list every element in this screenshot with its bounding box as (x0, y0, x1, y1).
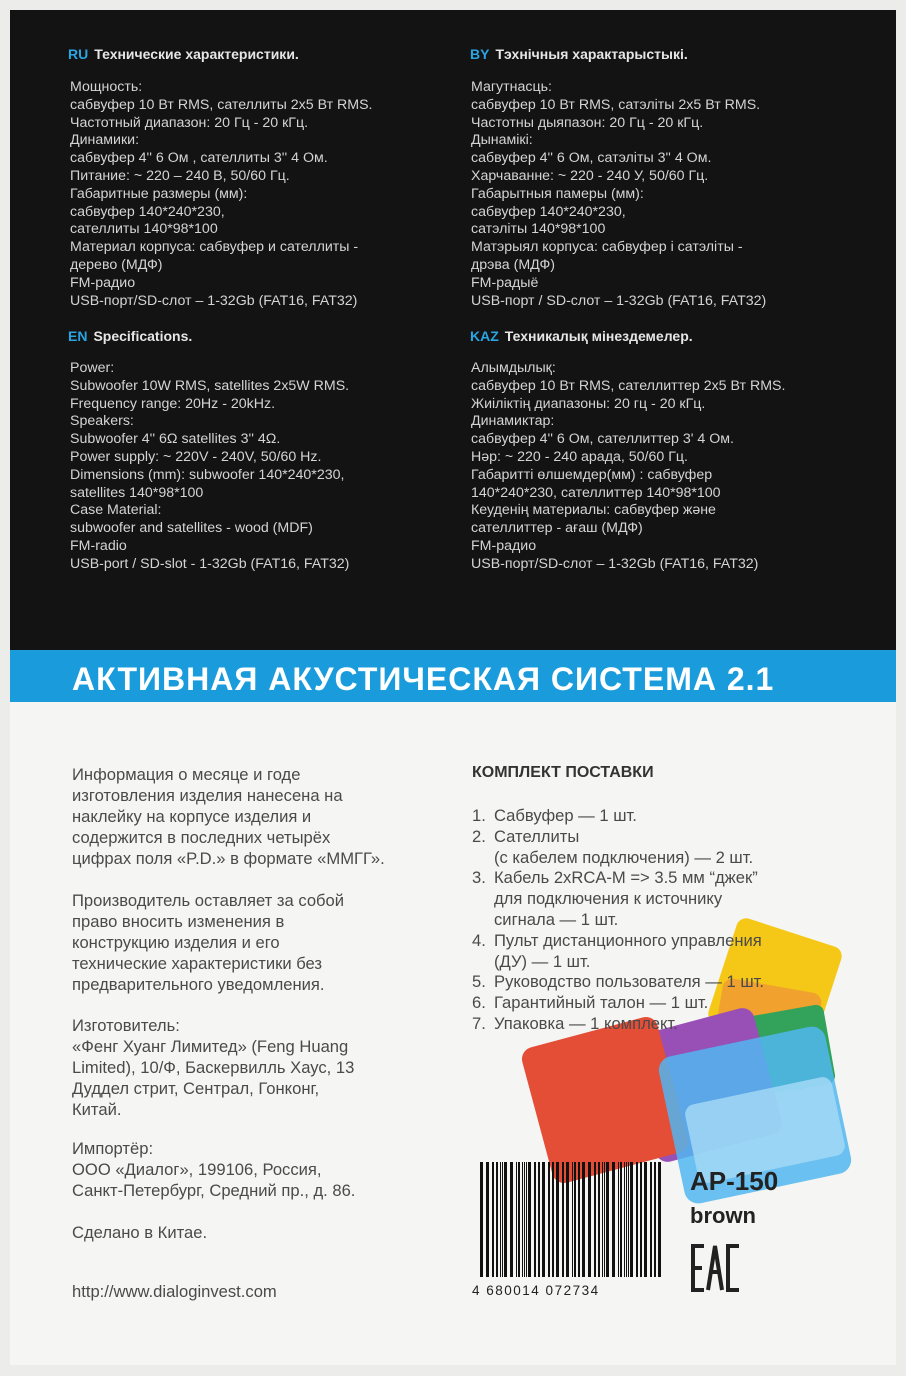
spec-line: дерево (МДФ) (70, 256, 163, 273)
package-back (10, 10, 896, 1365)
barcode-bar (526, 1162, 527, 1277)
text-line: изготовления изделия нанесена на (72, 786, 343, 805)
model-color: brown (690, 1203, 756, 1228)
spec-line: USB-порт / SD-слот – 1-32Gb (FAT16, FAT32) (471, 292, 767, 309)
spec-line: Power: (70, 360, 115, 376)
spec-line: сателлиттер - ағаш (МДФ) (471, 520, 643, 537)
spec-line: Динамиктар: (471, 413, 555, 430)
barcode-bar (510, 1162, 513, 1277)
text-line: право вносить изменения в (72, 912, 285, 931)
barcode-number: 4 680014 072734 (472, 1283, 600, 1298)
kit-item-number: 5. (472, 972, 486, 992)
barcode-bar (548, 1162, 550, 1277)
text-line: Дуддел стрит, Сентрал, Гонконг, (72, 1079, 320, 1098)
barcode-bar (480, 1162, 483, 1277)
text-line: предварительного уведомления. (72, 975, 325, 994)
spec-line: FM-радио (471, 537, 537, 554)
barcode-bar (612, 1162, 615, 1277)
spec-line: Subwoofer 4'' 6Ω satellites 3'' 4Ω. (70, 431, 281, 448)
spec-line: Габаритные размеры (мм): (70, 185, 248, 202)
spec-line: сатэліты 140*98*100 (471, 221, 606, 238)
barcode-bar (552, 1162, 554, 1277)
spec-line: сабвуфер 10 Вт RMS, сателлиттер 2х5 Вт RMS. (471, 377, 786, 394)
spec-line: Speakers: (70, 413, 134, 430)
importer-paragraph (72, 1138, 355, 1201)
spec-line: USB-port / SD-slot - 1-32Gb (FAT16, FAT32) (70, 555, 350, 572)
barcode-bar (604, 1162, 605, 1277)
spec-line: Кеуденің материалы: сабвуфер және (471, 502, 716, 519)
text-line: наклейку на корпусе изделия и (72, 807, 312, 826)
spec-line: FM-radio (70, 537, 127, 554)
spec-header-by: BY Тэхнічныя характарыстыкі. (470, 46, 688, 62)
spec-line: FM-радыё (471, 274, 539, 291)
barcode-bar (630, 1162, 633, 1277)
barcode-bar (528, 1162, 531, 1277)
kit-item (472, 889, 764, 910)
barcode-bar (500, 1162, 501, 1277)
spec-line: Частотны дыяпазон: 20 Гц - 20 кГц. (471, 114, 704, 131)
kit-item (472, 868, 764, 889)
barcode-bar (572, 1162, 573, 1277)
text-line: конструкцию изделия и его (72, 933, 280, 952)
spec-line: 140*240*230, сателлиттер 140*98*100 (471, 484, 721, 501)
spec-header-en: EN Specifications. (68, 328, 193, 344)
kit-item-text: Упаковка — 1 комплект. (494, 1013, 678, 1033)
model-name: AP-150 (690, 1166, 779, 1196)
eac-mark-icon (690, 1242, 742, 1294)
kit-item-text: Сабвуфер — 1 шт. (494, 806, 637, 825)
barcode-bar (650, 1162, 652, 1277)
kit-item-text: Кабель 2xRCA-M => 3.5 мм “джек” (494, 868, 758, 888)
barcode-bar (542, 1162, 545, 1277)
barcode-bar (562, 1162, 564, 1277)
spec-lines-kaz (471, 360, 785, 574)
changes-notice-paragraph (72, 890, 344, 995)
spec-line: USB-порт/SD-слот – 1-32Gb (FAT16, FAT32) (471, 555, 759, 572)
website-url: http://www.dialoginvest.com (72, 1282, 277, 1301)
kit-item (472, 827, 764, 848)
barcode-bar (582, 1162, 585, 1277)
spec-line: Частотный диапазон: 20 Гц - 20 кГц. (70, 114, 309, 131)
kit-item (472, 952, 764, 973)
kit-item (472, 972, 764, 993)
kit-item-number: 6. (472, 993, 486, 1013)
kit-item (472, 931, 764, 952)
kit-item-number: 3. (472, 868, 486, 888)
barcode-bar (556, 1162, 559, 1277)
text-line: Производитель оставляет за собой (72, 891, 345, 910)
kit-item-text: (с кабелем подключения) — 2 шт. (494, 847, 754, 867)
kit-list (472, 806, 764, 1035)
manufacturer-paragraph (72, 1015, 354, 1120)
text-line: Китай. (72, 1100, 122, 1119)
spec-header-kaz: KAZ Техникалық мінездемелер. (470, 328, 693, 344)
kit-title: КОМПЛЕКТ ПОСТАВКИ (472, 764, 654, 781)
spec-line: Дынамікі: (471, 132, 533, 149)
spec-line: сабвуфер 140*240*230, (471, 203, 626, 220)
barcode-bar (516, 1162, 517, 1277)
spec-line: Нәр: ~ 220 - 240 арада, 50/60 Гц. (471, 448, 688, 465)
text-line: Санкт-Петербург, Средний пр., д. 86. (72, 1181, 356, 1200)
barcode-bar (486, 1162, 489, 1277)
made-in-text: Сделано в Китае. (72, 1223, 208, 1242)
spec-line: Динамики: (70, 132, 140, 149)
barcode-bar (640, 1162, 642, 1277)
barcode (478, 1162, 668, 1280)
kit-item (472, 910, 764, 931)
text-line: цифрах поля «P.D.» в формате «ММГГ». (72, 849, 385, 868)
text-line: Limited), 10/Ф, Баскервилль Хаус, 13 (72, 1058, 355, 1077)
barcode-bar (658, 1162, 661, 1277)
kit-item-text: сигнала — 1 шт. (494, 909, 619, 929)
spec-line: Power supply: ~ 220V - 240V, 50/60 Hz. (70, 448, 322, 465)
barcode-bar (620, 1162, 622, 1277)
barcode-bar (522, 1162, 523, 1277)
spec-line: Материал корпуса: сабвуфер и сателлиты - (70, 239, 359, 256)
barcode-bar (578, 1162, 580, 1277)
spec-lines-ru (70, 79, 373, 310)
kit-item-text: Сателлиты (494, 826, 580, 846)
spec-line: Питание: ~ 220 – 240 В, 50/60 Гц. (70, 167, 290, 184)
spec-line: сателлиты 140*98*100 (70, 221, 218, 238)
spec-line: сабвуфер 4'' 6 Ом, сатэліты 3'' 4 Ом. (471, 150, 712, 167)
barcode-bar (574, 1162, 576, 1277)
kit-item-text: Руководство пользователя — 1 шт. (494, 972, 764, 992)
spec-line: Dimensions (mm): subwoofer 140*240*230, (70, 466, 345, 483)
kit-item-number: 2. (472, 826, 486, 846)
spec-line: сабвуфер 10 Вт RMS, сатэліты 2х5 Вт RMS. (471, 96, 761, 113)
spec-line: Габаритті өлшемдер(мм) : сабвуфер (471, 466, 713, 483)
spec-line: Магутнасць: (471, 79, 552, 95)
barcode-bar (566, 1162, 569, 1277)
barcode-bar (626, 1162, 627, 1277)
spec-line: сабвуфер 140*240*230, (70, 203, 225, 220)
kit-item (472, 806, 764, 827)
product-title: АКТИВНАЯ АКУСТИЧЕСКАЯ СИСТЕМА 2.1 (72, 661, 775, 697)
spec-line: Матэрыял корпуса: сабвуфер і сатэліты - (471, 239, 743, 256)
kit-item-text: для подключения к источнику (494, 889, 723, 909)
spec-lines-en (70, 360, 349, 574)
spec-line: satellites 140*98*100 (70, 484, 204, 501)
barcode-bar (606, 1162, 609, 1277)
spec-line: USB-порт/SD-слот – 1-32Gb (FAT16, FAT32) (70, 292, 358, 309)
spec-line: Case Material: (70, 502, 162, 519)
barcode-bar (618, 1162, 619, 1277)
barcode-bar (588, 1162, 591, 1277)
spec-line: Харчаванне: ~ 220 - 240 У, 50/60 Гц. (471, 167, 709, 184)
barcode-bar (624, 1162, 625, 1277)
date-info-paragraph (72, 764, 385, 869)
text-line: Изготовитель: (72, 1016, 180, 1035)
barcode-bar (518, 1162, 520, 1277)
spec-line: Мощность: (70, 79, 143, 95)
kit-item-number: 1. (472, 806, 486, 825)
kit-item-text: Гарантийный талон — 1 шт. (494, 993, 709, 1013)
barcode-bar (502, 1162, 503, 1277)
text-line: «Фенг Хуанг Лимитед» (Feng Huang (72, 1037, 349, 1056)
barcode-bar (636, 1162, 638, 1277)
spec-line: сабвуфер 4'' 6 Ом, сателлиттер 3' 4 Ом. (471, 431, 734, 448)
spec-line: FM-радио (70, 274, 136, 291)
spec-line: Subwoofer 10W RMS, satellites 2х5W RMS. (70, 377, 350, 394)
barcode-bar (644, 1162, 647, 1277)
text-line: Импортёр: (72, 1139, 154, 1158)
kit-item-text: (ДУ) — 1 шт. (494, 951, 591, 971)
spec-line: Габарытныя памеры (мм): (471, 185, 644, 202)
barcode-bar (602, 1162, 603, 1277)
barcode-bar (628, 1162, 629, 1277)
spec-line: Алымдылық: (471, 360, 556, 376)
spec-line: Frequency range: 20Hz - 20kHz. (70, 395, 276, 412)
barcode-bar (594, 1162, 596, 1277)
spec-line: дрэва (МДФ) (471, 256, 555, 273)
text-line: содержится в последних четырёх (72, 828, 331, 847)
barcode-bar (492, 1162, 494, 1277)
barcode-bar (534, 1162, 536, 1277)
kit-item (472, 993, 764, 1014)
barcode-bar (504, 1162, 507, 1277)
barcode-bar (524, 1162, 525, 1277)
spec-line: subwoofer and satellites - wood (MDF) (70, 520, 313, 537)
barcode-bar (496, 1162, 498, 1277)
kit-item (472, 848, 764, 869)
barcode-bar (598, 1162, 600, 1277)
spec-line: сабвуфер 10 Вт RMS, сателлиты 2х5 Вт RMS. (70, 96, 373, 113)
specs-panel (10, 10, 896, 650)
kit-item-number: 4. (472, 930, 486, 950)
spec-line: Жиіліктің диапазоны: 20 гц - 20 кГц. (471, 395, 706, 412)
spec-header-ru: RU Технические характеристики. (68, 46, 299, 62)
kit-item-number: 7. (472, 1013, 486, 1033)
barcode-bar (654, 1162, 656, 1277)
spec-lines-by (471, 79, 766, 310)
kit-item (472, 1014, 764, 1035)
text-line: ООО «Диалог», 199106, Россия, (72, 1160, 322, 1179)
spec-line: сабвуфер 4'' 6 Ом , сателлиты 3'' 4 Ом. (70, 150, 328, 167)
text-line: технические характеристики без (72, 954, 323, 973)
barcode-bar (538, 1162, 540, 1277)
text-line: Информация о месяце и годе (72, 765, 301, 784)
kit-item-text: Пульт дистанционного управления (494, 930, 762, 950)
